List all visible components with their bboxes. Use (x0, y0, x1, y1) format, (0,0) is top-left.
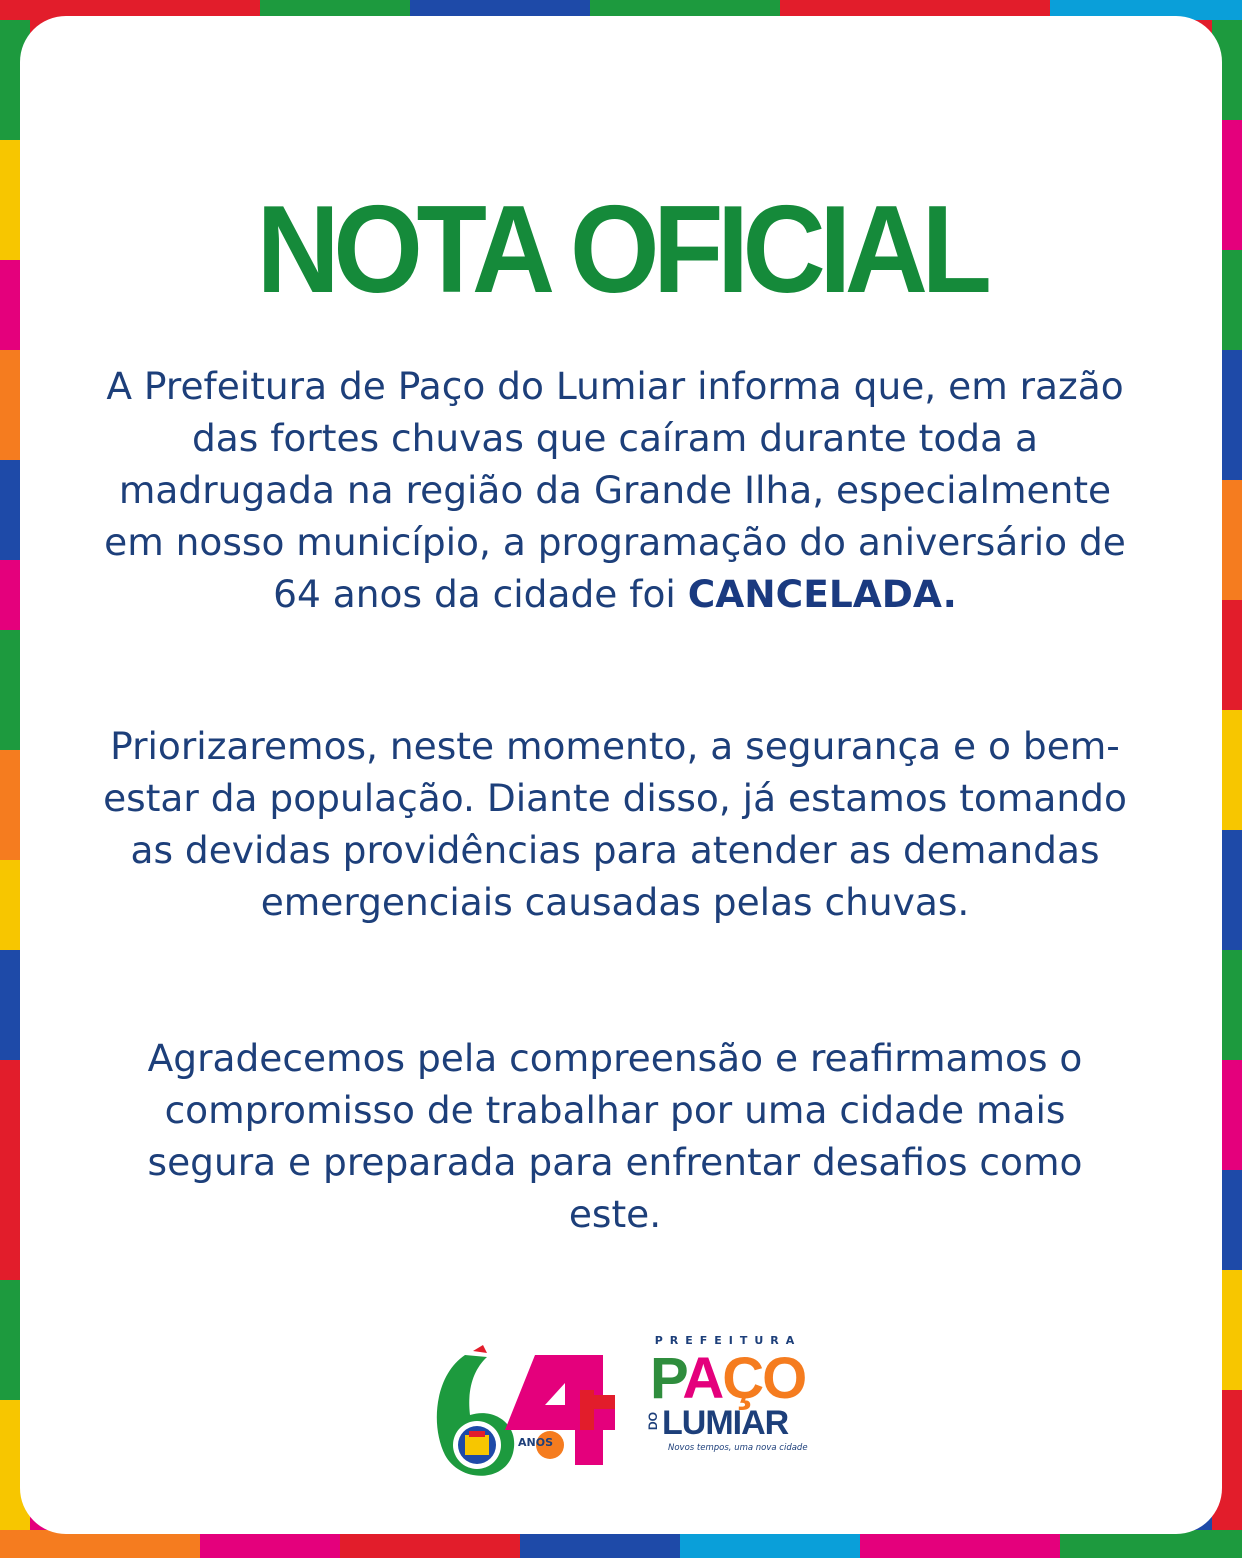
city-tagline: Novos tempos, uma nova cidade (668, 1443, 808, 1453)
paragraph-cancellation-text: A Prefeitura de Paço do Lumiar informa que, em razão das fortes chuvas que caíram durante toda a madrugada na região da Grande Ilha, especialmente em nosso município, a programação do aniversário de 64 anos da cidade foi (104, 364, 1126, 616)
paco-letter-o: O (762, 1346, 806, 1411)
lumiar-wordmark: LUMIAR (662, 1404, 789, 1442)
paragraph-cancellation (100, 360, 1130, 620)
paragraph-thanks: Agradecemos pela compreensão e reafirmamos o compromisso de trabalhar por uma cidade mais segura e preparada para enfrentar desafios como este. (147, 1036, 1083, 1236)
paragraph-priority: Priorizaremos, neste momento, a segurança e o bem-estar da população. Diante disso, já estamos tomando as devidas providências para atender as demandas emergenciais causadas pelas chuvas. (103, 724, 1127, 924)
paco-letter-p: P (650, 1346, 683, 1411)
prefeitura-label: PREFEITURA (654, 1334, 802, 1347)
anniversary-64-logo (425, 1335, 615, 1485)
do-wordmark: DO (646, 1412, 660, 1430)
cancelled-emphasis: CANCELADA. (687, 572, 957, 616)
paco-letter-c: Ç (722, 1346, 763, 1411)
paco-letter-a: A (682, 1346, 723, 1411)
page-title: NOTA OFICIAL (256, 181, 986, 319)
anos-label: ANOS (518, 1436, 553, 1449)
paco-wordmark (650, 1346, 806, 1411)
